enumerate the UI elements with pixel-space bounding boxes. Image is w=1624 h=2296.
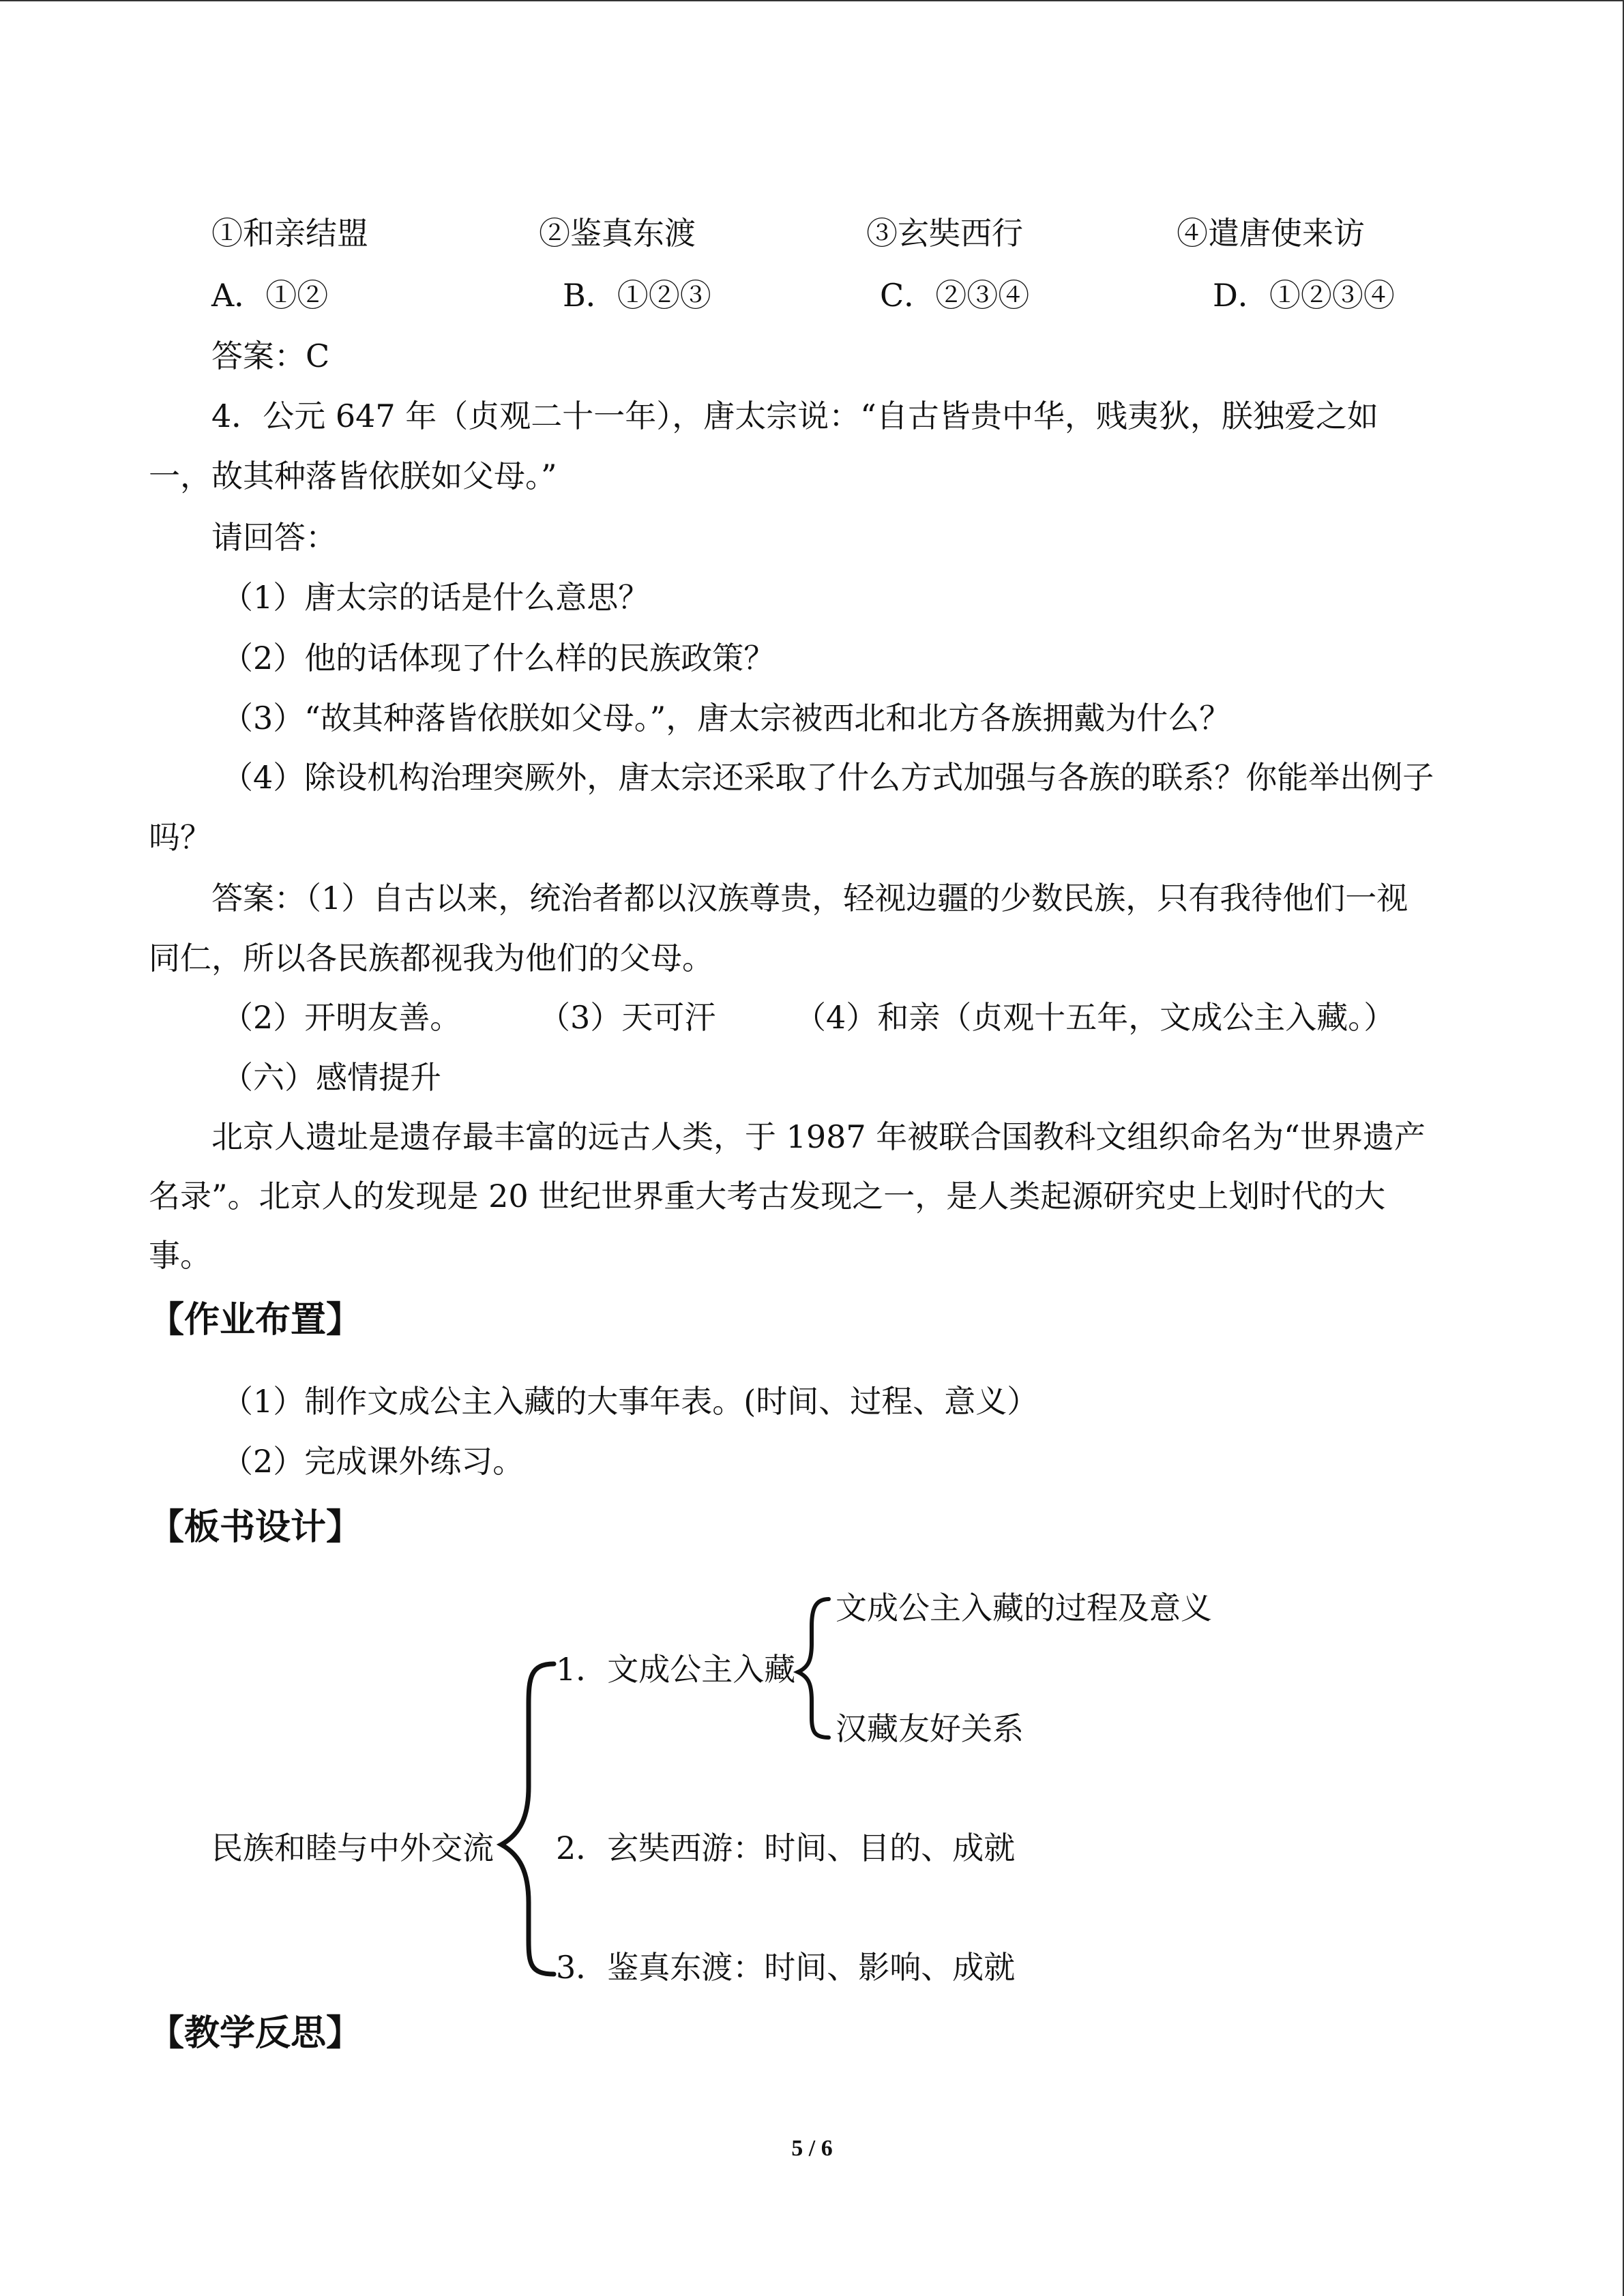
q4-sub-1: （1）唐太宗的话是什么意思？ (222, 579, 650, 616)
q4-answer-2: （2）开明友善。 (222, 999, 462, 1036)
board-branch3: 3．鉴真东渡：时间、影响、成就 (556, 1949, 1016, 1986)
q3-answer: 答案：C (211, 338, 330, 374)
q4-sub-4-line1: （4）除设机构治理突厥外，唐太宗还采取了什么方式加强与各族的联系？你能举出例子 (222, 759, 1434, 796)
q3-item-3: ③玄奘西行 (866, 215, 1023, 252)
q4-sub-2: （2）他的话体现了什么样的民族政策？ (222, 640, 776, 676)
q4-answer-3: （3）天可汗 (539, 999, 716, 1036)
board-branch1-sub2: 汉藏友好关系 (836, 1710, 1024, 1747)
q4-stem-line1: 4．公元 647 年（贞观二十一年），唐太宗说：“自古皆贵中华，贱夷狄，朕独爱之如 (211, 398, 1378, 434)
emotion-line3: 事。 (149, 1237, 211, 1274)
q3-item-2: ②鉴真东渡 (539, 215, 696, 252)
emotion-line1: 北京人遗址是遗存最丰富的远古人类，于 1987 年被联合国教科文组织命名为“世界遗产 (211, 1118, 1426, 1155)
reflection-heading: 【教学反思】 (149, 2013, 362, 2054)
q3-item-4: ④遣唐使来访 (1177, 215, 1365, 252)
homework-item-2: （2）完成课外练习。 (222, 1443, 525, 1480)
homework-heading: 【作业布置】 (149, 1300, 362, 1341)
q4-answer-line1: 答案：（1）自古以来，统治者都以汉族尊贵，轻视边疆的少数民族，只有我待他们一视 (211, 880, 1408, 916)
q4-answer-4: （4）和亲（贞观十五年，文成公主入藏。） (795, 999, 1396, 1036)
q3-option-a: A．①② (211, 277, 329, 314)
board-branch2: 2．玄奘西游：时间、目的、成就 (556, 1830, 1016, 1866)
emotion-heading: （六）感情提升 (222, 1059, 441, 1096)
q4-sub-3: （3）“故其种落皆依朕如父母。”，唐太宗被西北和北方各族拥戴为什么？ (222, 700, 1231, 736)
small-brace (798, 1599, 829, 1738)
q4-stem-line2: 一，故其种落皆依朕如父母。” (149, 458, 557, 494)
q3-item-1: ①和亲结盟 (211, 215, 368, 252)
q4-answer-line2: 同仁，所以各民族都视我为他们的父母。 (149, 940, 713, 976)
q3-option-b: B．①②③ (563, 277, 711, 314)
board-branch1-sub1: 文成公主入藏的过程及意义 (836, 1590, 1212, 1626)
q3-option-c: C．②③④ (880, 277, 1030, 314)
page-number: 5 / 6 (791, 2136, 833, 2161)
q4-sub-4-line2: 吗？ (149, 819, 211, 856)
board-heading: 【板书设计】 (149, 1507, 362, 1548)
homework-item-1: （1）制作文成公主入藏的大事年表。(时间、过程、意义） (222, 1383, 1039, 1420)
q4-prompt: 请回答： (211, 519, 337, 556)
large-brace (501, 1664, 554, 1974)
board-root: 民族和睦与中外交流 (211, 1830, 494, 1866)
q3-option-d: D．①②③④ (1213, 277, 1395, 314)
emotion-line2: 名录”。北京人的发现是 20 世纪世界重大考古发现之一，是人类起源研究史上划时代的大 (149, 1178, 1386, 1214)
board-branch1: 1．文成公主入藏 (556, 1651, 796, 1688)
